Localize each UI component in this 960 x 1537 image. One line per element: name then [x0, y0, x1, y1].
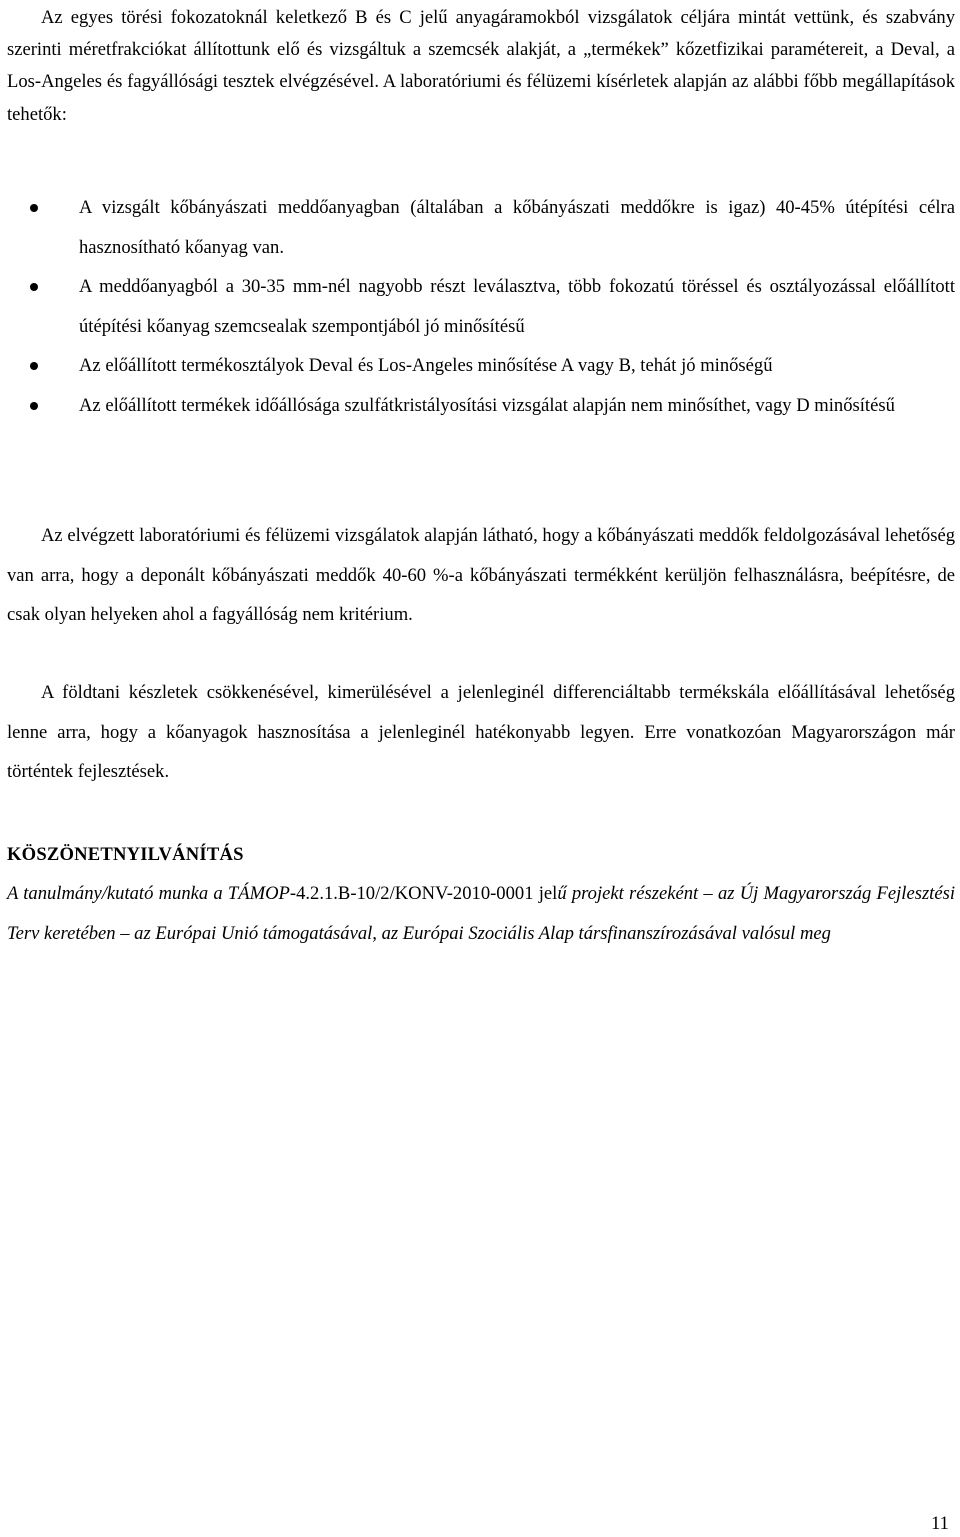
page-number: 11	[931, 1513, 949, 1534]
acknowledgement-text-end: ű projekt részeként – az Új Magyarország Fejlesztési Terv keretében – az Európai Unió támogatásával, az Európai Szociális Alap társfinanszírozásával valósul meg	[7, 883, 955, 944]
finding-text: A vizsgált kőbányászati meddőanyagban (általában a kőbányászati meddőkre is igaz) 40-45% útépítési célra hasznosítható kőanyag van.	[79, 197, 955, 258]
acknowledgement-heading: KÖSZÖNETNYILVÁNÍTÁS	[7, 844, 244, 865]
conclusion-paragraph: Az elvégzett laboratóriumi és félüzemi vizsgálatok alapján látható, hogy a kőbányászati meddők feldolgozásával lehetőség van arra, hogy a deponált kőbányászati meddők 40-60 %-a kőbányászati termékként kerüljön felhasználásra, beépítésre, de csak olyan helyeken ahol a fagyállóság nem kritérium.	[7, 525, 955, 626]
finding-text: Az előállított termékek időállósága szulfátkristályosítási vizsgálat alapján nem minősíthet, vagy D minősítésű	[79, 394, 895, 416]
list-item	[7, 267, 955, 346]
bullet-icon	[30, 204, 38, 212]
intro-paragraph	[7, 0, 955, 131]
acknowledgement-text-start: A tanulmány/kutató munka a TÁMOP	[7, 883, 290, 904]
intro-text-methods: Az egyes törési fokozatoknál keletkező B és C jelű anyagáramokból vizsgálatok céljára mintát vettünk, és szabvány szerinti méretfrakciókat állítottunk elő és vizsgáltuk a szemcsék alakját, a „termékek” kőzetfizikai paramétereit, a Deval, a Los-Angeles és fagyállósági tesztek elvégzésével.	[7, 7, 955, 93]
acknowledgement-paragraph	[7, 874, 955, 953]
list-item	[7, 346, 955, 386]
bullet-icon	[30, 402, 38, 410]
finding-text: A meddőanyagból a 30-35 mm-nél nagyobb részt leválasztva, több fokozatú töréssel és osztályozással előállított útépítési kőanyag szemcsealak szempontjából jó minősítésű	[79, 276, 955, 337]
finding-text: Az előállított termékosztályok Deval és Los-Angeles minősítése A vagy B, tehát jó minőségű	[79, 355, 773, 377]
outlook-paragraph: A földtani készletek csökkenésével, kimerülésével a jelenleginél differenciáltabb termékskála előállításával lehetőség lenne arra, hogy a kőanyagok hasznosítása a jelenleginél hatékonyabb legyen. Erre vonatkozóan Magyarországon már történtek fejlesztések.	[7, 682, 955, 783]
list-item	[7, 188, 955, 267]
list-item	[7, 386, 955, 426]
intro-text-findings-lead: A laboratóriumi és félüzemi kísérletek alapján az alábbi főbb megállapítások tehetők:	[7, 71, 955, 125]
findings-list	[7, 188, 955, 426]
bullet-icon	[30, 362, 38, 370]
project-code: -4.2.1.B-10/2/KONV-2010-0001 jel	[289, 883, 558, 904]
bullet-icon	[30, 283, 38, 291]
